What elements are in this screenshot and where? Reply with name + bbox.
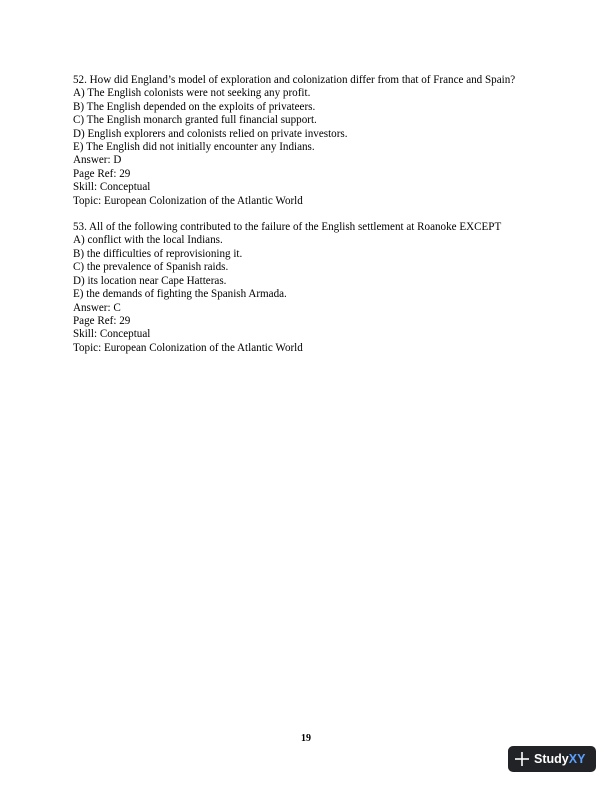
answer-option: D) English explorers and colonists relied on private investors. bbox=[73, 127, 348, 140]
answer-option: C) The English monarch granted full financial support. bbox=[73, 114, 317, 127]
topic-label: Topic: European Colonization of the Atlantic World bbox=[73, 194, 303, 207]
skill-label: Skill: Conceptual bbox=[73, 181, 151, 194]
answer-option: E) The English did not initially encounter any Indians. bbox=[73, 141, 315, 154]
skill-label: Skill: Conceptual bbox=[73, 328, 151, 341]
question-53 bbox=[73, 221, 539, 355]
page-ref: Page Ref: 29 bbox=[73, 167, 131, 180]
answer-option: B) The English depended on the exploits of privateers. bbox=[73, 100, 316, 113]
page-number: 19 bbox=[301, 733, 311, 744]
page-ref: Page Ref: 29 bbox=[73, 314, 131, 327]
answer-option: E) the demands of fighting the Spanish Armada. bbox=[73, 288, 287, 301]
answer-key: Answer: C bbox=[73, 301, 121, 314]
answer-option: A) The English colonists were not seeking any profit. bbox=[73, 87, 311, 100]
answer-key: Answer: D bbox=[73, 154, 122, 167]
question-52 bbox=[73, 74, 539, 208]
document-body bbox=[73, 74, 539, 368]
badge-brand-main: Study bbox=[534, 752, 569, 766]
answer-option: A) conflict with the local Indians. bbox=[73, 234, 223, 247]
answer-option: D) its location near Cape Hatteras. bbox=[73, 274, 227, 287]
badge-brand-accent: XY bbox=[568, 752, 586, 766]
answer-option: B) the difficulties of reprovisioning it. bbox=[73, 247, 243, 260]
question-stem: 52. How did England’s model of exploration and colonization differ from that of France and Spain? bbox=[73, 74, 516, 86]
question-stem: 53. All of the following contributed to the failure of the English settlement at Roanoke EXCEPT bbox=[73, 221, 502, 234]
studyxy-badge[interactable] bbox=[508, 746, 596, 772]
answer-option: C) the prevalence of Spanish raids. bbox=[73, 261, 229, 274]
plus-cross-icon bbox=[514, 751, 534, 767]
topic-label: Topic: European Colonization of the Atlantic World bbox=[73, 341, 303, 354]
